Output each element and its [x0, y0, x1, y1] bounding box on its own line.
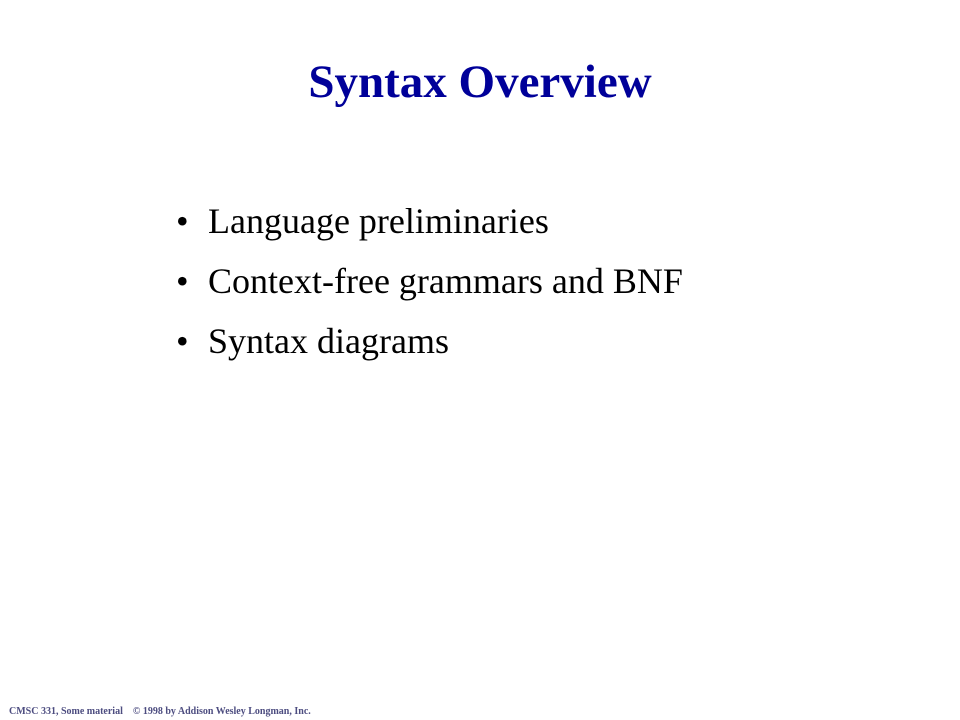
bullet-text: Syntax diagrams: [208, 321, 449, 361]
footer: [9, 705, 321, 718]
slide-title: Syntax Overview: [308, 56, 652, 108]
bullet-icon: •: [176, 201, 189, 241]
footer-copyright: © 1998 by Addison Wesley Longman, Inc.: [132, 706, 311, 717]
footer-course: CMSC 331, Some material: [9, 706, 123, 717]
bullet-text: Language preliminaries: [208, 201, 549, 241]
bullet-text: Context-free grammars and BNF: [208, 261, 683, 301]
bullet-icon: •: [176, 261, 189, 301]
bullet-icon: •: [176, 321, 189, 361]
